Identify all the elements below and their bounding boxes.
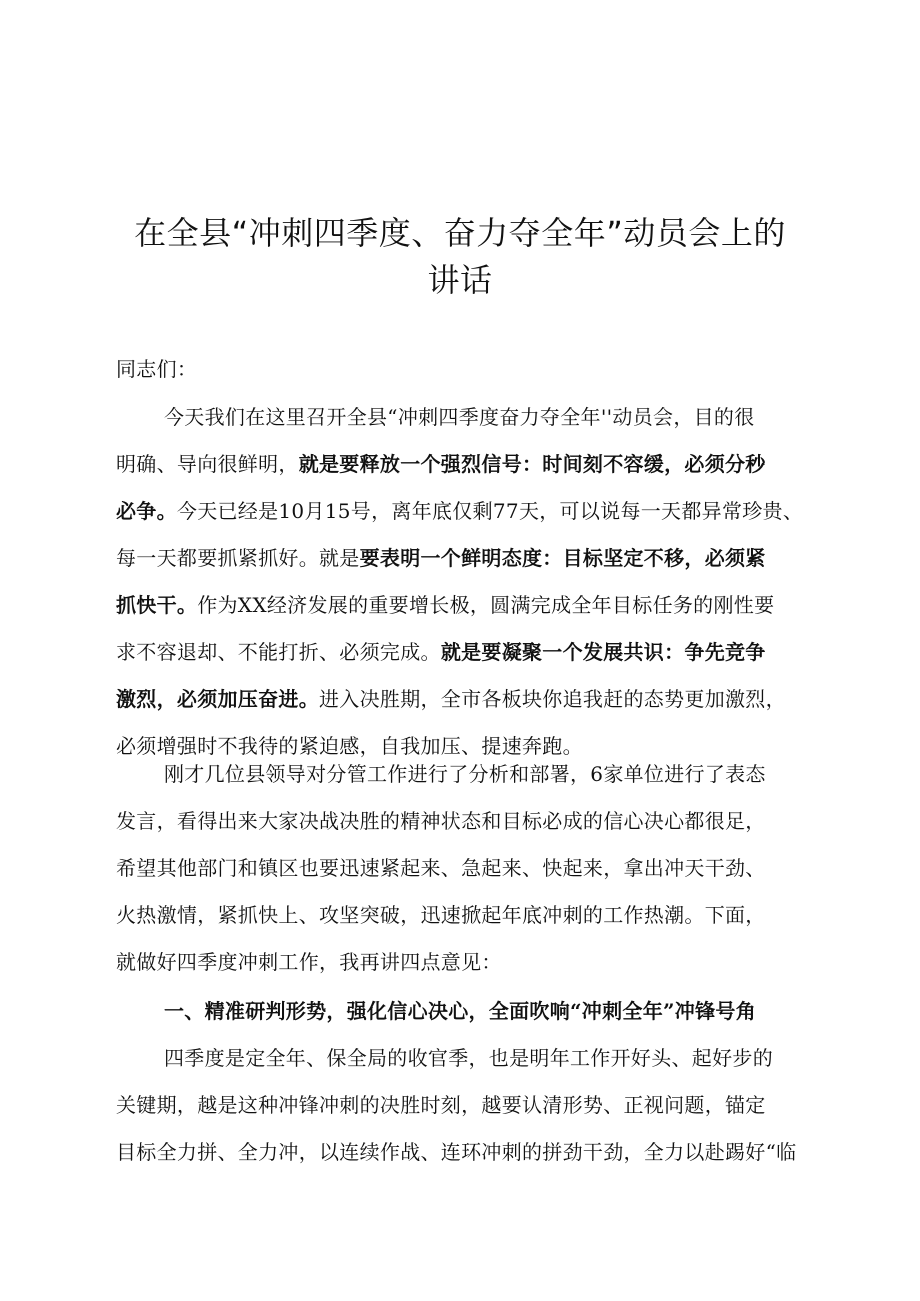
paragraph-3 [116,1035,826,1176]
section-heading-1 [164,988,874,1035]
paragraph-line [116,582,826,629]
paragraph-line: 今天我们在这里召开全县“冲刺四季度奋力夺全年''动员会，目的很 [164,405,755,429]
paragraph-1 [116,394,826,770]
emphasis-text: 激烈，必须加压奋进。 [116,687,319,711]
paragraph-line: 刚才几位县领导对分管工作进行了分析和部署，6家单位进行了表态 [164,762,766,786]
paragraph-text: 进入决胜期，全市各板块你追我赶的态势更加激烈， [319,687,786,711]
paragraph-2 [116,751,826,986]
emphasis-text: 抓快干。 [116,593,198,617]
paragraph-text: 求不容退却、不能打折、必须完成。 [116,640,441,664]
paragraph-text: 作为XX经济发展的重要增长极，圆满完成全年目标任务的刚性要 [197,593,775,617]
document-title-line1: 在全县“冲刺四季度、奋力夺全年”动员会上的 [134,214,786,252]
emphasis-text: 就是要凝聚一个发展共识：争先竞争 [440,640,766,664]
paragraph-line [116,535,826,582]
paragraph-line: 发言，看得出来大家决战决胜的精神状态和目标必成的信心决心都很足， [116,809,766,833]
paragraph-line [116,676,826,723]
paragraph-text: 明确、导向很鲜明， [116,452,299,476]
paragraph-line [116,629,826,676]
paragraph-line: 希望其他部门和镇区也要迅速紧起来、急起来、快起来，拿出冲天干劲、 [116,856,766,880]
section-heading-text: 一、精准研判形势，强化信心决心，全面吹响“冲刺全年”冲锋号角 [164,999,757,1023]
paragraph-line [116,441,826,488]
paragraph-line: 火热激情，紧抓快上、攻坚突破，迅速掀起年底冲刺的工作热潮。下面， [116,903,766,927]
salutation-text: 同志们： [116,357,198,381]
paragraph-line: 四季度是定全年、保全局的收官季，也是明年工作开好头、起好步的 [164,1046,773,1070]
paragraph-line [116,488,826,535]
emphasis-text: 就是要释放一个强烈信号：时间刻不容缓，必须分秒 [298,452,766,476]
paragraph-line: 就做好四季度冲刺工作，我再讲四点意见： [116,950,502,974]
paragraph-text: 今天已经是10月15号，离年底仅剩77天，可以说每一天都异常珍贵、 [176,499,804,523]
emphasis-text: 必争。 [116,499,177,523]
paragraph-line: 目标全力拼、全力冲，以连续作战、连环冲刺的拼劲干劲，全力以赴踢好“临 [116,1140,797,1164]
paragraph-text: 每一天都要抓紧抓好。就是 [116,546,360,570]
paragraph-line: 关键期，越是这种冲锋冲刺的决胜时刻，越要认清形势、正视问题，锚定 [116,1093,766,1117]
document-title-line2: 讲话 [427,261,493,299]
salutation [116,346,826,393]
emphasis-text: 要表明一个鲜明态度：目标坚定不移，必须紧 [359,546,766,570]
paragraph-line: 必须增强时不我待的紧迫感，自我加压、提速奔跑。 [116,734,583,758]
